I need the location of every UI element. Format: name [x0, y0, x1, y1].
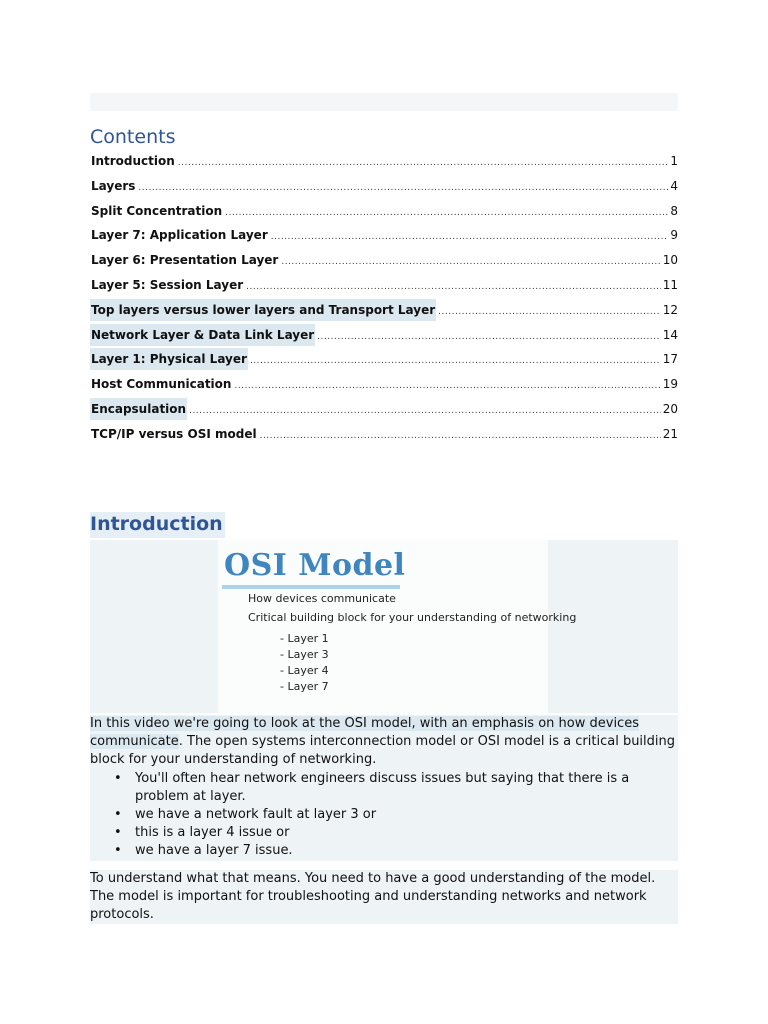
- toc-entry[interactable]: [90, 150, 678, 175]
- toc-entry[interactable]: [90, 299, 678, 324]
- slide-layer-item: - Layer 3: [280, 648, 329, 661]
- toc-leader-dots: [271, 226, 669, 248]
- toc-page-number: 8: [670, 203, 678, 218]
- toc-entry-label[interactable]: Layer 5: Session Layer: [91, 277, 244, 292]
- toc-leader-dots: [246, 276, 661, 298]
- slide-layer-list: [280, 632, 329, 696]
- toc-leader-dots: [234, 375, 660, 397]
- toc-entry-label[interactable]: Top layers versus lower layers and Transport Layer: [90, 299, 436, 321]
- paragraph-text: . The open systems interconnection model or OSI model is a critical building block for your understanding of networking.: [90, 734, 676, 767]
- toc-entry[interactable]: [90, 274, 678, 299]
- toc-entry[interactable]: [90, 398, 678, 423]
- toc-entry[interactable]: [90, 324, 678, 349]
- toc-page-number: 1: [670, 154, 678, 168]
- toc-leader-dots: [317, 326, 661, 348]
- toc-entry[interactable]: [90, 175, 678, 200]
- toc-entry-label[interactable]: Layer 1: Physical Layer: [90, 348, 248, 370]
- toc-leader-dots: [225, 202, 668, 224]
- toc-entry-label[interactable]: Layers: [91, 178, 136, 193]
- bullet-icon: •: [114, 843, 122, 858]
- toc-entry[interactable]: [90, 348, 678, 373]
- toc-entry[interactable]: [90, 373, 678, 398]
- contents-heading: Contents: [90, 126, 176, 148]
- toc-page-number: 14: [662, 327, 678, 342]
- introduction-heading: Introduction: [90, 512, 225, 538]
- toc-page-number: 9: [670, 228, 678, 243]
- toc-leader-dots: [250, 350, 661, 372]
- slide-layer-item: - Layer 1: [280, 632, 329, 645]
- toc-page-number: 19: [662, 377, 678, 392]
- toc-entry-label[interactable]: Encapsulation: [90, 398, 187, 420]
- slide-subtitle-line: Critical building block for your understanding of networking: [248, 611, 577, 624]
- slide-layer-item: - Layer 4: [280, 664, 329, 677]
- bullet-icon: •: [114, 771, 122, 786]
- toc-page-number: 17: [662, 352, 678, 367]
- toc-entry-label[interactable]: Network Layer & Data Link Layer: [90, 324, 315, 346]
- toc-page-number: 12: [662, 302, 678, 317]
- toc-page-number: 21: [662, 426, 678, 441]
- toc-leader-dots: [260, 425, 661, 447]
- toc-page-number: 10: [662, 253, 678, 268]
- toc-page-number: 4: [670, 178, 678, 193]
- bullet-icon: •: [114, 807, 122, 822]
- list-item-text: this is a layer 4 issue or: [135, 825, 290, 840]
- toc-page-number: 11: [662, 277, 678, 292]
- toc-entry-label[interactable]: Host Communication: [91, 377, 232, 392]
- bullet-icon: •: [114, 825, 122, 840]
- intro-paragraph: To understand what that means. You need to have a good understanding of the model. The model is important for troubleshooting and understanding networks and network protocols.: [90, 871, 656, 922]
- list-item: [90, 824, 678, 842]
- intro-paragraph: [90, 715, 678, 769]
- highlighted-text: In this video we're going to look at the OSI model, with an emphasis on how devices communicate: [90, 716, 639, 749]
- toc-entry[interactable]: [90, 200, 678, 225]
- list-item: [90, 842, 678, 860]
- list-item-text: You'll often hear network engineers discuss issues but saying that there is a problem at layer.: [135, 771, 630, 804]
- toc-entry-label[interactable]: TCP/IP versus OSI model: [91, 426, 257, 441]
- list-item: [90, 806, 678, 824]
- toc-leader-dots: [138, 177, 668, 199]
- toc-leader-dots: [438, 301, 661, 323]
- toc-entry[interactable]: [90, 224, 678, 249]
- toc-entry-label[interactable]: Layer 6: Presentation Layer: [91, 253, 279, 268]
- list-item: [90, 770, 678, 806]
- toc-leader-dots: [281, 251, 660, 273]
- intro-paragraph-block: [90, 870, 678, 924]
- toc-entry-label[interactable]: Introduction: [91, 154, 175, 168]
- osi-model-slide-image: [218, 540, 577, 713]
- bullet-list: [90, 770, 678, 860]
- slide-layer-item: - Layer 7: [280, 680, 329, 693]
- intro-paragraph-block: [90, 715, 678, 861]
- list-item-text: we have a layer 7 issue.: [135, 843, 293, 858]
- slide-title: OSI Model: [224, 548, 406, 583]
- table-of-contents: [90, 150, 678, 448]
- toc-page-number: 20: [662, 401, 678, 416]
- toc-leader-dots: [178, 152, 669, 174]
- slide-title-underline: [222, 585, 400, 589]
- toc-entry[interactable]: [90, 423, 678, 448]
- toc-entry-label[interactable]: Split Concentration: [91, 203, 223, 218]
- page-header-band: [90, 93, 678, 111]
- toc-leader-dots: [189, 400, 661, 422]
- toc-entry-label[interactable]: Layer 7: Application Layer: [91, 228, 268, 243]
- slide-subtitle-line: How devices communicate: [248, 592, 396, 605]
- toc-entry[interactable]: [90, 249, 678, 274]
- list-item-text: we have a network fault at layer 3 or: [135, 807, 377, 822]
